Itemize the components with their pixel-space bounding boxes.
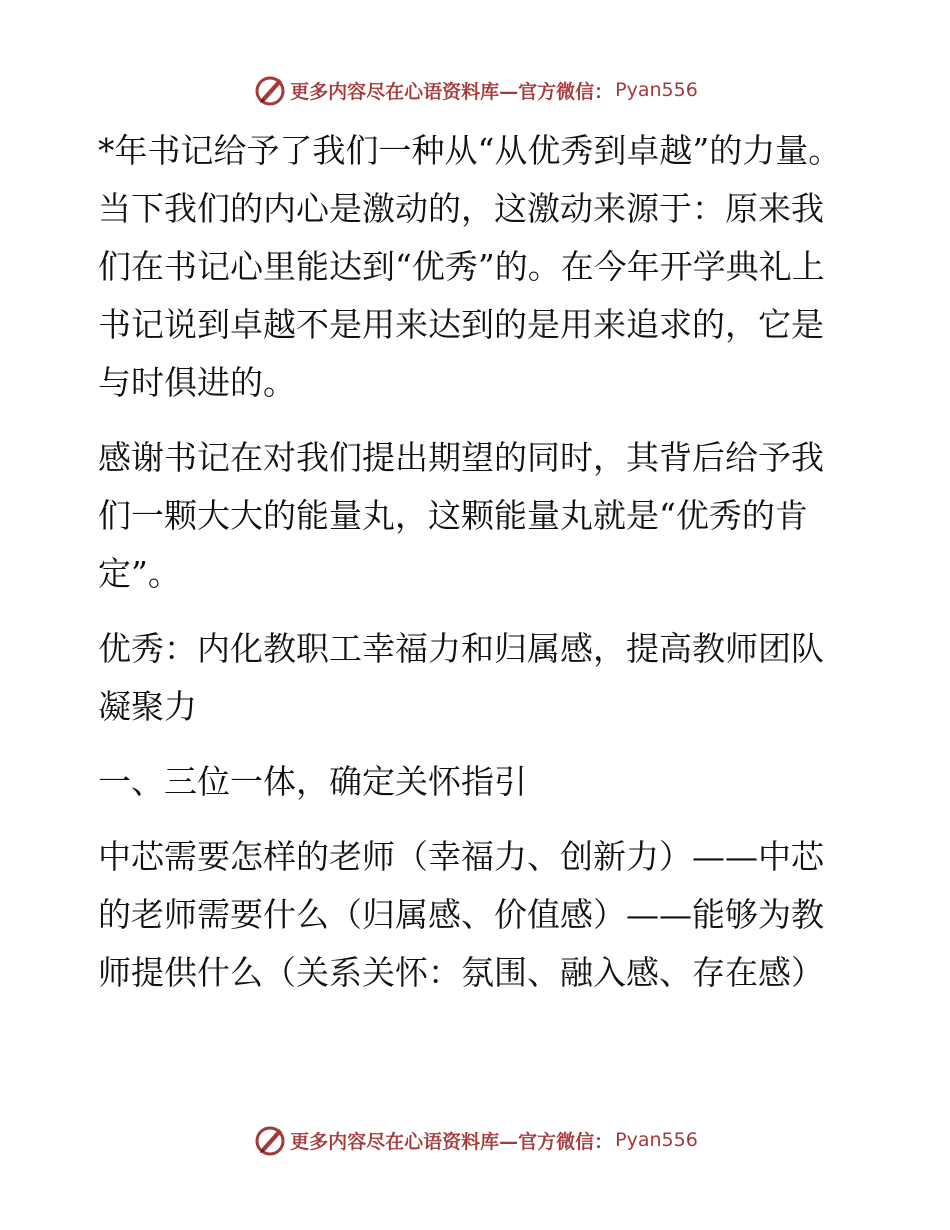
header-wechat-id: Pyan556 — [615, 79, 698, 101]
footer-wechat-id: Pyan556 — [615, 1129, 698, 1151]
pen-logo-icon — [252, 72, 288, 108]
header-banner-text: 更多内容尽在心语资料库—官方微信： — [290, 80, 614, 103]
footer-banner-text: 更多内容尽在心语资料库—官方微信： — [290, 1130, 614, 1153]
paragraph-4: 一、三位一体，确定关怀指引 — [98, 762, 527, 801]
paragraph-2: 感谢书记在对我们提出期望的同时，其背后给予我们一颗大大的能量丸，这颗能量丸就是“优秀的肯定”。 — [98, 438, 824, 593]
paragraph-5: 中芯需要怎样的老师（幸福力、创新力）——中芯的老师需要什么（归属感、价值感）——能够为教师提供什么（关系关怀：氛围、融入感、存在感） — [98, 837, 824, 992]
paragraph-1: *年书记给予了我们一种从“从优秀到卓越”的力量。当下我们的内心是激动的，这激动来源于：原来我们在书记心里能达到“优秀”的。在今年开学典礼上书记说到卓越不是用来达到的是用来追求的，它是与时俱进的。 — [98, 131, 842, 402]
document-body — [98, 122, 850, 1002]
paragraph-3: 优秀：内化教职工幸福力和归属感，提高教师团队凝聚力 — [98, 629, 824, 726]
header-banner — [0, 70, 950, 110]
pen-logo-icon — [252, 1122, 288, 1158]
footer-banner — [0, 1120, 950, 1160]
